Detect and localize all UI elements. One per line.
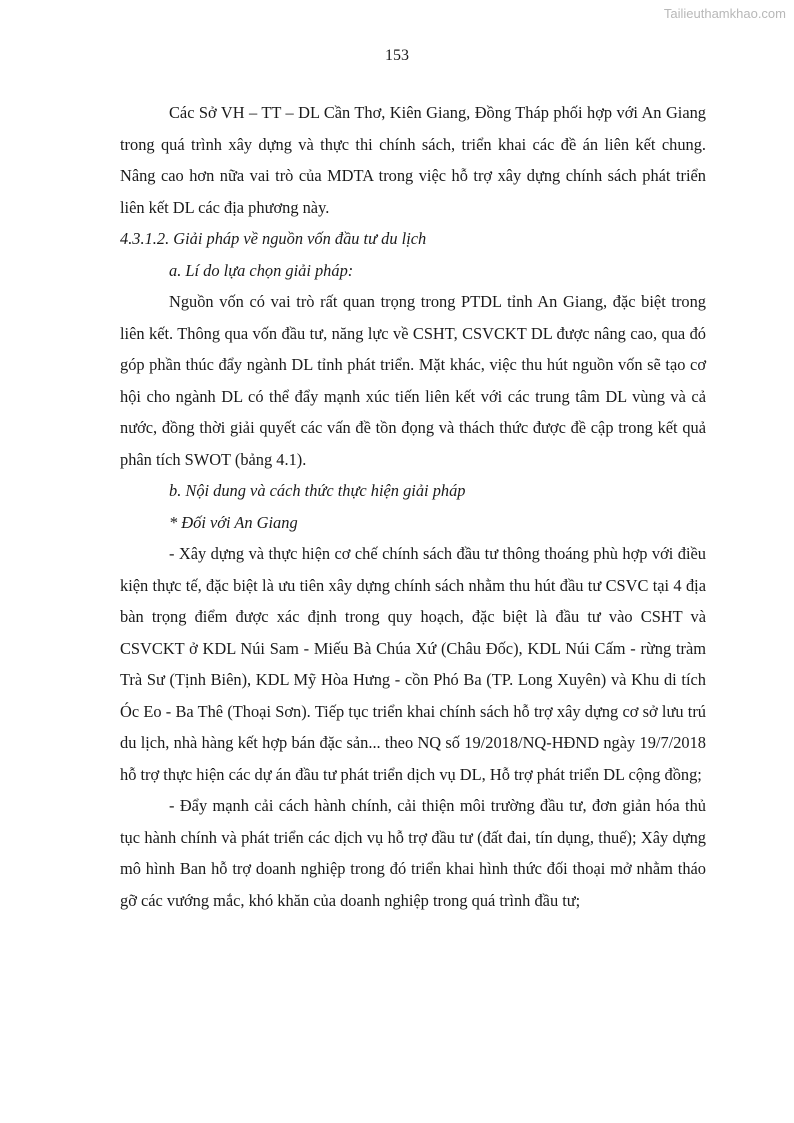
paragraph-reason: Nguồn vốn có vai trò rất quan trọng trong PTDL tỉnh An Giang, đặc biệt trong liên kết. Thông qua vốn đầu tư, năng lực về CSHT, CSVCKT DL được nâng cao, qua đó góp phần thúc đẩy ngành DL tỉnh phát triển. Mặt khác, việc thu hút nguồn vốn sẽ tạo cơ hội cho ngành DL có thể đẩy mạnh xúc tiến liên kết với các trung tâm DL vùng và cả nước, đồng thời giải quyết các vấn đề tồn đọng và thách thức được đề cập trong kết quả phân tích SWOT (bảng 4.1). <box>120 292 706 469</box>
paragraph-policy: - Xây dựng và thực hiện cơ chế chính sách đầu tư thông thoáng phù hợp với điều kiện thực tế, đặc biệt là ưu tiên xây dựng chính sách nhằm thu hút đầu tư CSVC tại 4 địa bàn trọng điểm được xác định trong quy hoạch, đặc biệt là đầu tư vào CSHT và CSVCKT ở KDL Núi Sam - Miếu Bà Chúa Xứ (Châu Đốc), KDL Núi Cấm - rừng tràm Trà Sư (Tịnh Biên), KDL Mỹ Hòa Hưng - cồn Phó Ba (TP. Long Xuyên) và Khu di tích Óc Eo - Ba Thê (Thoại Sơn). Tiếp tục triển khai chính sách hỗ trợ xây dựng cơ sở lưu trú du lịch, nhà hàng kết hợp bán đặc sản... theo NQ số 19/2018/NQ-HĐND ngày 19/7/2018 hỗ trợ thực hiện các dự án đầu tư phát triển dịch vụ DL, Hỗ trợ phát triển DL cộng đồng; <box>120 544 706 784</box>
subsection-heading-an-giang: * Đối với An Giang <box>169 512 298 532</box>
subsection-heading-content: b. Nội dung và cách thức thực hiện giải pháp <box>169 481 466 500</box>
page-number: 153 <box>385 47 409 64</box>
section-heading: 4.3.1.2. Giải pháp về nguồn vốn đầu tư du lịch <box>120 229 427 248</box>
paragraph-admin-reform: - Đẩy mạnh cải cách hành chính, cải thiện môi trường đầu tư, đơn giản hóa thủ tục hành chính và phát triển các dịch vụ hỗ trợ đầu tư (đất đai, tín dụng, thuế); Xây dựng mô hình Ban hỗ trợ doanh nghiệp trong đó triển khai hình thức đối thoại mở nhằm tháo gỡ các vướng mắc, khó khăn của doanh nghiệp trong quá trình đầu tư; <box>120 796 706 910</box>
watermark-text: Tailieuthamkhao.com <box>663 6 786 21</box>
paragraph-intro: Các Sở VH – TT – DL Cần Thơ, Kiên Giang, Đồng Tháp phối hợp với An Giang trong quá trình xây dựng và thực thi chính sách, triển khai các đề án liên kết chung. Nâng cao hơn nữa vai trò của MDTA trong việc hỗ trợ xây dựng chính sách phát triển liên kết DL các địa phương này. <box>120 103 706 217</box>
subsection-heading-reason: a. Lí do lựa chọn giải pháp: <box>169 260 354 280</box>
document-body <box>120 97 706 916</box>
